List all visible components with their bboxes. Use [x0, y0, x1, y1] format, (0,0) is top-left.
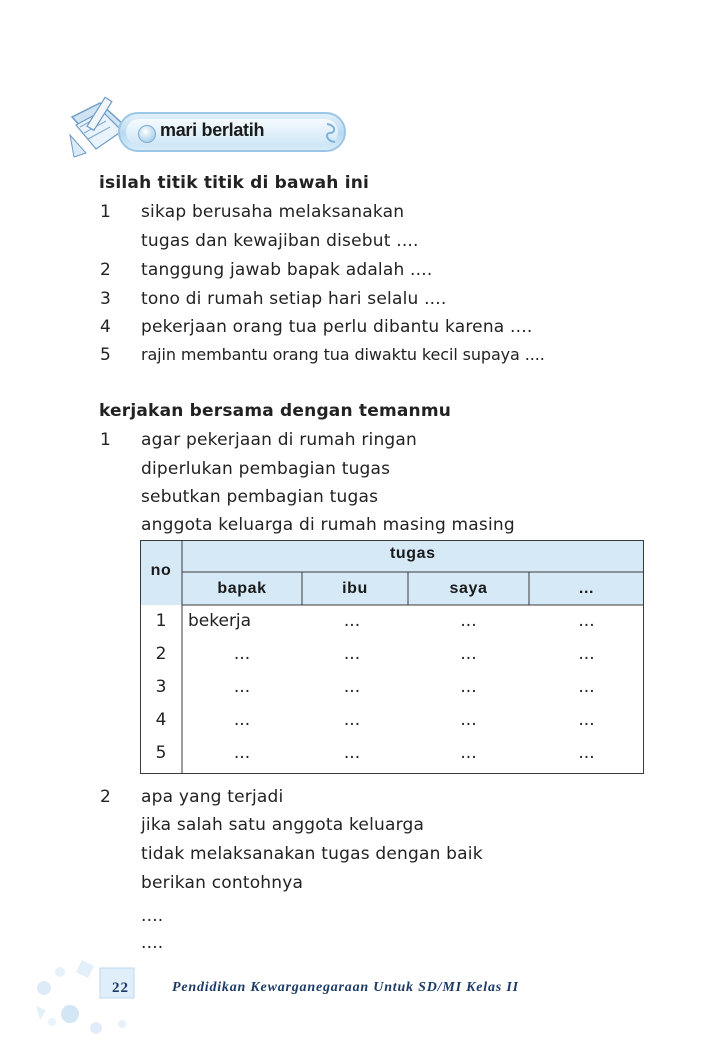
question-text: jika salah satu anggota keluarga [141, 815, 425, 835]
question-text: tidak melaksanakan tugas dengan baik [141, 844, 483, 864]
question-text: sikap berusaha melaksanakan [141, 202, 405, 222]
section1-heading: isilah titik titik di bawah ini [99, 173, 370, 193]
item-number: 3 [100, 289, 111, 309]
table-cell: ... [578, 677, 595, 697]
question-text: berikan contohnya [141, 873, 304, 893]
scroll-curl-icon [324, 121, 338, 145]
item-number: 1 [100, 430, 111, 450]
table-cell-no: 4 [155, 710, 167, 730]
banner-title: mari berlatih [160, 120, 265, 140]
item-number: 4 [100, 317, 111, 337]
table-header-tugas: tugas [390, 545, 436, 562]
column-header: ibu [342, 580, 368, 597]
question-text: tugas dan kewajiban disebut .... [141, 231, 419, 251]
table-cell: ... [343, 611, 361, 631]
task-table [140, 540, 644, 774]
question-text: tanggung jawab bapak adalah .... [141, 260, 433, 280]
question-text: agar pekerjaan di rumah ringan [141, 430, 417, 450]
table-cell: ... [460, 743, 477, 763]
table-cell: ... [343, 677, 361, 697]
bullet-icon [138, 125, 156, 143]
question-text: apa yang terjadi [141, 787, 284, 807]
answer-blank: .... [141, 906, 164, 926]
page-number: 22 [112, 980, 129, 996]
column-header: ... [578, 580, 595, 597]
table-cell-no: 3 [155, 677, 167, 697]
column-header: saya [449, 580, 488, 597]
table-cell: ... [233, 677, 251, 697]
question-text: tono di rumah setiap hari selalu .... [141, 289, 447, 309]
item-number: 1 [100, 202, 111, 222]
table-cell: ... [343, 743, 361, 763]
table-cell: ... [343, 710, 361, 730]
item-number: 2 [100, 260, 111, 280]
table-cell: ... [343, 644, 361, 664]
question-text: pekerjaan orang tua perlu dibantu karena .... [141, 317, 533, 337]
table-cell: ... [233, 644, 251, 664]
question-text: anggota keluarga di rumah masing masing [141, 515, 515, 535]
section2-heading: kerjakan bersama dengan temanmu [99, 401, 452, 421]
table-cell: ... [578, 644, 595, 664]
footer-book-title: Pendidikan Kewarganegaraan Untuk SD/MI Kelas II [172, 980, 519, 995]
item-number: 5 [100, 345, 111, 365]
table-cell: ... [233, 710, 251, 730]
table-cell: bekerja [188, 611, 252, 631]
table-cell: ... [460, 710, 477, 730]
table-cell: ... [460, 611, 477, 631]
item-number: 2 [100, 787, 111, 807]
table-cell: ... [578, 611, 595, 631]
table-cell: ... [460, 644, 477, 664]
question-text: sebutkan pembagian tugas [141, 487, 379, 507]
table-cell-no: 1 [155, 611, 167, 631]
column-header: bapak [217, 580, 267, 597]
table-cell: ... [578, 743, 595, 763]
question-text: rajin membantu orang tua diwaktu kecil supaya .... [141, 345, 545, 364]
question-text: diperlukan pembagian tugas [141, 459, 391, 479]
answer-blank: .... [141, 933, 164, 953]
table-cell-no: 2 [155, 644, 167, 664]
table-cell: ... [578, 710, 595, 730]
table-cell: ... [233, 743, 251, 763]
table-cell: ... [460, 677, 477, 697]
table-cell-no: 5 [155, 743, 167, 763]
section-banner [118, 112, 346, 152]
table-header-no: no [150, 562, 172, 579]
